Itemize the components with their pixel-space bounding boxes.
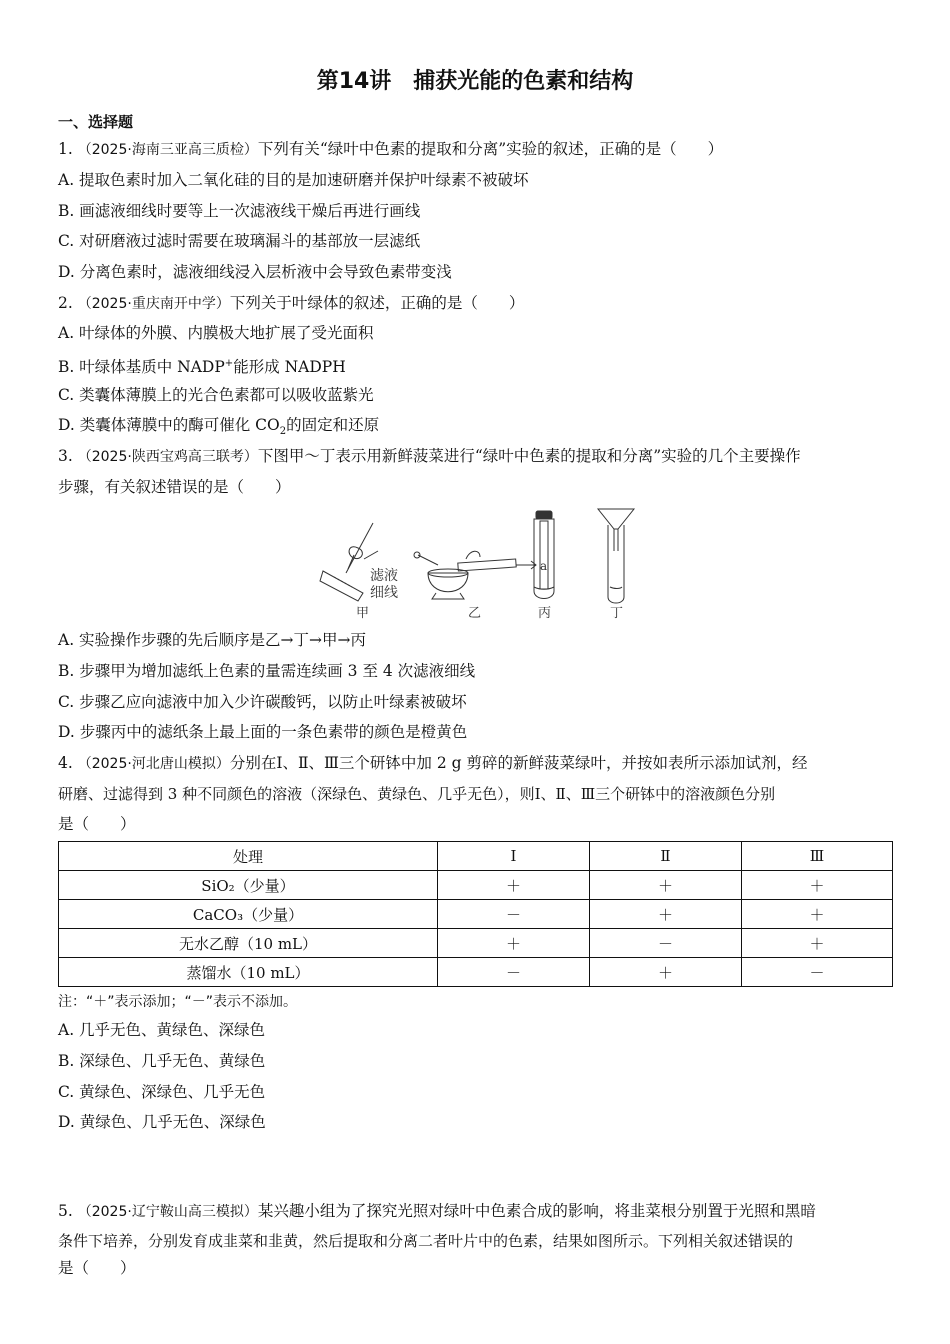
question-4-stem-cont: 研磨、过滤得到 3 种不同颜色的溶液（深绿色、黄绿色、几乎无色），则Ⅰ、Ⅱ、Ⅲ三个研钵中的溶液颜色分别 xyxy=(58,785,776,803)
option-d xyxy=(58,415,379,442)
table-cell: ＋ xyxy=(742,929,893,958)
page-title: 第14讲 捕获光能的色素和结构 xyxy=(316,69,634,94)
reagent-table xyxy=(58,841,893,987)
table-header-row xyxy=(59,842,893,871)
option-text: 的固定和还原 xyxy=(286,416,380,434)
question-text: 下图甲～丁表示用新鲜菠菜进行“绿叶中色素的提取和分离”实验的几个主要操作 xyxy=(257,447,801,465)
table-cell: 无水乙醇（10 mL） xyxy=(59,929,438,958)
question-text: 分别在Ⅰ、Ⅱ、Ⅲ三个研钵中加 2 g 剪碎的新鲜菠菜绿叶，并按如表所示添加试剂，经 xyxy=(229,754,808,772)
question-source: （2025·重庆南开中学） xyxy=(77,296,230,312)
question-number: 3. xyxy=(58,447,73,465)
figure-jia-drawing xyxy=(320,523,398,621)
table-row xyxy=(59,929,893,958)
question-3-stem xyxy=(58,446,801,467)
table-header-cell: Ⅱ xyxy=(590,842,742,871)
question-text: 某兴趣小组为了探究光照对绿叶中色素合成的影响，将韭菜根分别置于光照和黑暗 xyxy=(257,1202,816,1220)
section-heading: 一、选择题 xyxy=(58,113,134,131)
option-text: 能形成 NADPH xyxy=(233,358,346,377)
figure-ding-funnel xyxy=(598,509,634,621)
question-5-stem-cont: 是（ ） xyxy=(58,1259,136,1277)
question-text: 下列关于叶绿体的叙述，正确的是（ ） xyxy=(229,294,525,312)
figure-caption-bing: 丙 xyxy=(538,606,552,621)
experiment-figure xyxy=(318,503,648,625)
table-header-cell: 处理 xyxy=(59,842,438,871)
option-d: D. 黄绿色、几乎无色、深绿色 xyxy=(58,1113,266,1131)
option-c: C. 对研磨液过滤时需要在玻璃漏斗的基部放一层滤纸 xyxy=(58,232,421,250)
option-b xyxy=(58,354,346,377)
table-header-cell: Ⅰ xyxy=(438,842,590,871)
option-b: B. 画滤液细线时要等上一次滤液线干燥后再进行画线 xyxy=(58,202,421,220)
table-cell: ＋ xyxy=(742,900,893,929)
option-c: C. 步骤乙应向滤液中加入少许碳酸钙，以防止叶绿素被破坏 xyxy=(58,693,467,711)
option-d: D. 步骤丙中的滤纸条上最上面的一条色素带的颜色是橙黄色 xyxy=(58,723,468,741)
option-a: A. 提取色素时加入二氧化硅的目的是加速研磨并保护叶绿素不被破坏 xyxy=(58,171,529,189)
question-source: （2025·海南三亚高三质检） xyxy=(77,142,258,158)
option-c: C. 类囊体薄膜上的光合色素都可以吸收蓝紫光 xyxy=(58,386,374,404)
question-number: 2. xyxy=(58,294,73,312)
question-source: （2025·陕西宝鸡高三联考） xyxy=(77,449,258,465)
question-5-stem-cont: 条件下培养，分别发育成韭菜和韭黄，然后提取和分离二者叶片中的色素，结果如图所示。下列相关叙述错误的 xyxy=(58,1232,794,1250)
figure-label-filtrate-line: 细线 xyxy=(370,585,398,601)
table-row xyxy=(59,958,893,987)
figure-yi-mortar xyxy=(414,551,547,621)
table-cell: － xyxy=(590,929,742,958)
table-cell: ＋ xyxy=(590,871,742,900)
table-header-cell: Ⅲ xyxy=(742,842,893,871)
table-cell: CaCO₃（少量） xyxy=(59,900,438,929)
figure-caption-ding: 丁 xyxy=(610,606,624,621)
question-text: 下列有关“绿叶中色素的提取和分离”实验的叙述，正确的是（ ） xyxy=(257,140,724,158)
option-a: A. 叶绿体的外膜、内膜极大地扩展了受光面积 xyxy=(58,324,374,342)
figure-caption-jia: 甲 xyxy=(356,606,370,621)
table-cell: ＋ xyxy=(438,929,590,958)
question-number: 5. xyxy=(58,1202,73,1220)
question-source: （2025·辽宁鞍山高三模拟） xyxy=(77,1204,258,1220)
question-5-stem xyxy=(58,1201,816,1222)
figure-label-filtrate-line: 滤液 xyxy=(370,568,398,584)
option-c: C. 黄绿色、深绿色、几乎无色 xyxy=(58,1083,266,1101)
table-row xyxy=(59,871,893,900)
table-cell: SiO₂（少量） xyxy=(59,871,438,900)
option-b: B. 步骤甲为增加滤纸上色素的量需连续画 3 至 4 次滤液细线 xyxy=(58,662,476,680)
table-cell: ＋ xyxy=(742,871,893,900)
question-4-stem xyxy=(58,753,808,774)
table-cell: － xyxy=(742,958,893,987)
question-4-stem-cont: 是（ ） xyxy=(58,815,136,833)
option-text: D. 类囊体薄膜中的酶可催化 CO xyxy=(58,416,280,434)
table-cell: － xyxy=(438,958,590,987)
option-b: B. 深绿色、几乎无色、黄绿色 xyxy=(58,1052,266,1070)
table-row xyxy=(59,900,893,929)
question-3-stem-cont: 步骤，有关叙述错误的是（ ） xyxy=(58,478,291,496)
table-cell: 蒸馏水（10 mL） xyxy=(59,958,438,987)
option-text: B. 叶绿体基质中 NADP xyxy=(58,358,225,377)
figure-label-a: a xyxy=(540,559,548,573)
question-1-stem xyxy=(58,139,723,160)
table-cell: ＋ xyxy=(590,900,742,929)
subscript: 2 xyxy=(279,426,287,438)
table-cell: ＋ xyxy=(590,958,742,987)
option-d: D. 分离色素时，滤液细线浸入层析液中会导致色素带变浅 xyxy=(58,263,452,281)
option-a: A. 几乎无色、黄绿色、深绿色 xyxy=(58,1021,266,1039)
question-number: 4. xyxy=(58,754,73,772)
option-a: A. 实验操作步骤的先后顺序是乙→丁→甲→丙 xyxy=(58,631,367,649)
question-source: （2025·河北唐山模拟） xyxy=(77,756,230,772)
table-cell: ＋ xyxy=(438,871,590,900)
superscript: + xyxy=(224,358,234,369)
table-note: 注：“＋”表示添加；“－”表示不添加。 xyxy=(58,994,298,1010)
figure-caption-yi: 乙 xyxy=(468,606,482,621)
question-2-stem xyxy=(58,293,524,314)
table-cell: － xyxy=(438,900,590,929)
question-number: 1. xyxy=(58,140,73,158)
